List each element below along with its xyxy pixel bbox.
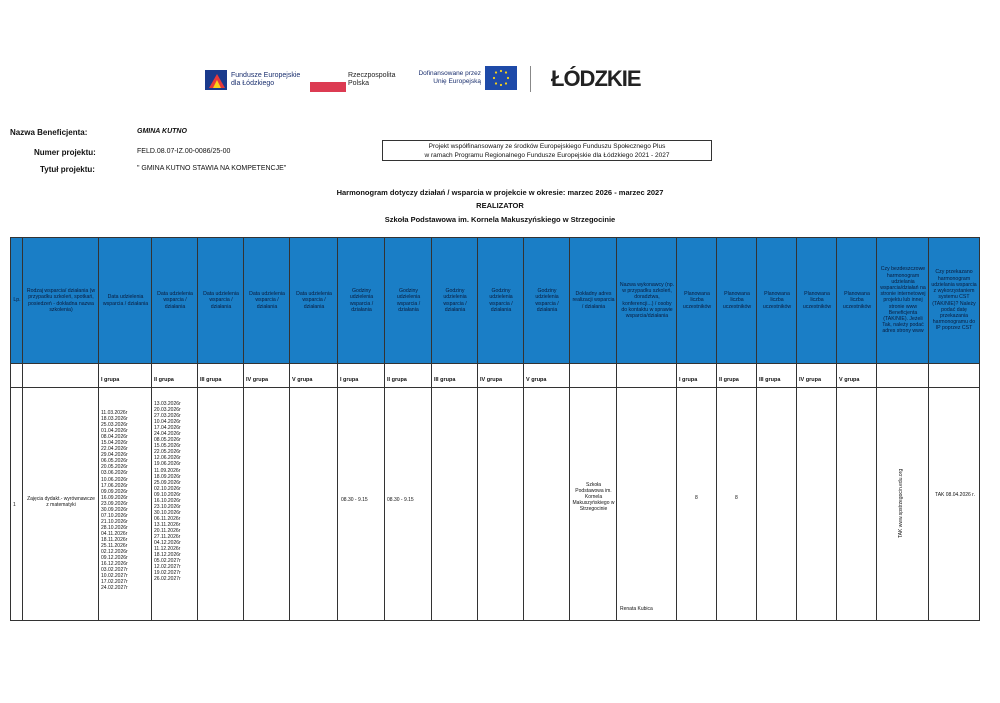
group-label-date-2: II grupa [154,377,174,383]
header-address: Dokładny adres realizacji wsparcia / działania [572,291,615,310]
schedule-title: Harmonogram dotyczy działań / wsparcia w projekcie w okresie: marzec 2026 - marzec 2027 [336,188,664,197]
group-label-hours-1: I grupa [340,377,359,383]
group-label-hours-5: V grupa [526,377,547,383]
group-label-date-1: I grupa [101,377,120,383]
beneficiary-value: GMINA KUTNO [137,128,187,135]
schedule-table [10,237,980,621]
header-part-2: Planowana liczba uczestników [722,291,752,310]
group-label-date-4: IV grupa [246,377,269,383]
group-label-part-2: II grupa [719,377,739,383]
row-cst: TAK 08.04.2026 r. [935,492,975,498]
group-label-date-5: V grupa [292,377,313,383]
project-number-value: FELD.08.07-IZ.00-0086/25-00 [137,148,231,155]
project-number-label: Numer projektu: [34,148,96,157]
row-lp: 1 [13,502,16,508]
beneficiary-label: Nazwa Beneficjenta: [10,128,88,137]
row-contractor: Renata Kubica [620,606,653,612]
row-participants-group-1: 8 [695,495,698,501]
lodzkie-logo: ŁÓDZKIE [551,66,641,91]
cofunding-box [382,140,712,161]
header-divider [11,363,979,364]
header-contractor: Nazwa wykonawcy (np. w przypadku szkoleń, doradztwa, konferencji...) / osoby do kontaktu w sprawie wsparcia/działania [619,281,675,319]
group-row-divider [11,387,979,388]
rp-logo-text: Rzeczpospolita Polska [348,72,396,87]
logo-separator [530,66,531,92]
header-date-3: Data udzielenia wsparcia / działania [203,291,239,310]
header-hours-2: Godziny udzielenia wsparcia / działania [396,288,421,313]
row-address: Szkoła Podstawowa im. Kornela Makuszyńskiego w Strzegocinie [572,482,615,512]
fe-logo-text: Fundusze Europejskie dla Łódzkiego [231,72,301,87]
header-part-5: Planowana liczba uczestników [842,291,872,310]
row-hours-group-1: 08.30 - 9.15 [341,497,368,503]
group-label-hours-2: II grupa [387,377,407,383]
header-date-5: Data udzielenia wsparcia / działania [296,291,332,310]
row-dates-group-2: 13.03.2026r 20.03.2026r 27.03.2026r 10.04.2026r 17.04.2026r 24.04.2026r 08.05.2026r 15.05.2026r 22.05.2026r 12.06.2026r 19.06.2026r 11.09.2026r 18.09.2026r 25.09.2026r 02.10.2026r 09.10.2026r 16.10.2026r 23.10.2026r 30.10.2026r 06.11.2026r 13.11.2026r 20.11.2026r 27.11.2026r 04.12.2026r 11.12.2026r 18.12.2026r 05.02.2027r 12.02.2027r 19.02.2027r 26.02.2027r [154,401,181,583]
row-dates-group-1: 11.03.2026r 18.03.2026r 25.03.2026r 01.04.2026r 08.04.2026r 15.04.2026r 22.04.2026r 29.04.2026r 06.05.2026r 20.05.2026r 03.06.2026r 10.06.2026r 17.06.2026r 09.09.2026r 16.09.2026r 23.09.2026r 30.09.2026r 07.10.2026r 21.10.2026r 28.10.2026r 04.11.2026r 18.11.2026r 25.11.2026r 02.12.2026r 09.12.2026r 16.12.2026r 03.02.2027r 10.02.2027r 17.02.2027r 24.02.2027r [101,410,128,592]
cofunding-line-1: Projekt współfinansowany ze środków Europejskiego Funduszu Społecznego Plus [428,143,666,150]
group-label-part-4: IV grupa [799,377,822,383]
header-part-1: Planowana liczba uczestników [682,291,712,310]
group-label-part-5: V grupa [839,377,860,383]
header-lp: Lp. [13,297,21,304]
school-heading: Szkoła Podstawowa im. Kornela Makuszyńskiego w Strzegocinie [384,215,616,224]
project-title-value: " GMINA KUTNO STAWIA NA KOMPETENCJE" [137,165,287,172]
group-label-hours-3: III grupa [434,377,456,383]
cofunding-line-2: w ramach Programu Regionalnego Fundusze Europejskie dla Łódzkiego 2021 - 2027 [424,152,670,159]
group-label-part-3: III grupa [759,377,781,383]
header-date-2: Data udzielenia wsparcia / działania [157,291,193,310]
group-label-part-1: I grupa [679,377,698,383]
row-hours-group-2: 08.30 - 9.15 [387,497,414,503]
header-website: Czy bezdeszczowe harmonogram udzielania wsparcia/działań na stronie internetowej projektu lub innej stronie www Beneficjenta (TAK/NIE). Jeżeli Tak, należy podać adres strony www [880,266,926,335]
row-website: TAK www.spstrzegocin.edu.org [898,468,904,538]
eu-logo-text: Dofinansowane przez Unię Europejską [418,70,481,85]
logo-bar [205,62,645,102]
header-hours-5: Godziny udzielenia wsparcia / działania [535,288,559,313]
row-participants-group-2: 8 [735,495,738,501]
header-hours-3: Godziny udzielenia wsparcia / działania [443,288,467,313]
header-date-4: Data udzielenia wsparcia / działania [249,291,285,310]
group-label-date-3: III grupa [200,377,222,383]
header-hours-4: Godziny udzielenia wsparcia / działania [489,288,513,313]
project-title-label: Tytuł projektu: [40,165,95,174]
row-activity: Zajęcia dydakt.- wyrównawcze z matematyki [27,496,95,508]
header-activity: Rodzaj wsparcia/ działania (w przypadku szkoleń, spotkań, posiedzeń - dokładna nazwa szkolenia) [26,288,96,313]
header-part-4: Planowana liczba uczestników [802,291,832,310]
group-label-hours-4: IV grupa [480,377,503,383]
header-cst: Czy przekazano harmonogram udzielania wsparcia z wykorzystaniem systemu CST (TAK/NIE)? Należy podać datę przekazania harmonogramu do IP poprzez CST [931,269,977,332]
header-date-1: Data udzielenia wsparcia / działania [102,294,149,307]
fe-logo [205,70,301,90]
fe-flag-icon [205,70,227,90]
eu-flag-icon [485,66,517,90]
realizator-heading: REALIZATOR [476,201,524,210]
polish-flag-icon [310,82,346,92]
header-hours-1: Godziny udzielenia wsparcia / działania [349,288,374,313]
header-part-3: Planowana liczba uczestników [762,291,792,310]
